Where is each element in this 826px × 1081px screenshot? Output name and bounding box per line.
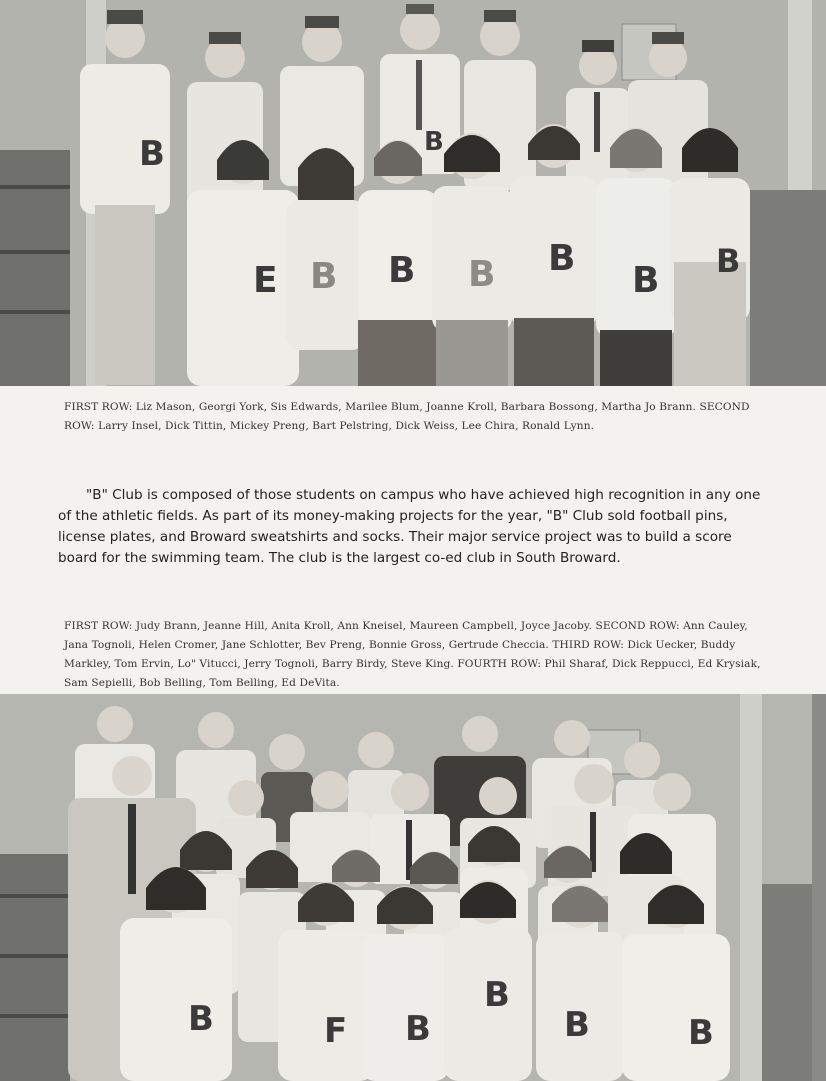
letter-b-icon: B	[548, 238, 576, 279]
letter-b-icon: B	[632, 260, 660, 301]
top-photo-caption	[64, 398, 764, 436]
bottom-caption-text: FIRST ROW: Judy Brann, Jeanne Hill, Anita Kroll, Ann Kneisel, Maureen Campbell, Joyce Jacoby. SECOND ROW: Ann Cauley, Jana Tognoli, Helen Cromer, Jane Schlotter, Bev Preng, Bonnie Gross, Gertrude Checcia. THIRD ROW: Dick Uecker, Buddy Markley, Tom Ervin, Lo" Vitucci, Jerry Tognoli, Barry Birdy, Steve King. FOURTH ROW: Phil Sharaf, Dick Reppucci, Ed Krysiak, Sam Sepielli, Bob Belling, Tom Belling, Ed DeVita.	[64, 620, 761, 689]
letter-b-icon: B	[188, 999, 214, 1039]
letter-b-icon: B	[424, 127, 444, 157]
bottom-photo-drawing	[0, 694, 826, 1081]
club-description-paragraph: "B" Club is composed of those students on campus who have achieved high recognition in any one of the athletic fields. As part of its money-making projects for the year, "B" Club sold football pins, license plates, and Broward sweatshirts and socks. Their major service project was to build a score board for the swimming team. The club is the largest co-ed club in South Broward.	[58, 487, 761, 566]
letter-b-icon: B	[388, 250, 416, 291]
club-description	[58, 485, 770, 569]
bookshelf-right	[762, 884, 812, 1081]
letter-b-icon: B	[564, 1005, 590, 1045]
letter-e-icon: E	[253, 260, 278, 301]
letter-f-icon: F	[324, 1011, 348, 1051]
letter-b-icon: B	[139, 134, 165, 174]
letter-b-icon: B	[688, 1013, 714, 1053]
letter-b-icon: B	[310, 256, 338, 297]
bookshelf-left	[0, 854, 70, 1081]
pillar-right	[740, 694, 762, 1081]
letter-b-icon: B	[468, 254, 496, 295]
top-photo-drawing	[0, 0, 826, 386]
top-caption-text: FIRST ROW: Liz Mason, Georgi York, Sis Edwards, Marilee Blum, Joanne Kroll, Barbara Bossong, Martha Jo Brann. SECOND ROW: Larry Insel, Dick Tittin, Mickey Preng, Bart Pelstring, Dick Weiss, Lee Chira, Ronald Lynn.	[64, 401, 750, 432]
letter-b-icon: B	[405, 1009, 431, 1049]
bottom-photo-caption	[64, 617, 764, 693]
letter-b-icon: B	[484, 975, 510, 1015]
top-group-photo	[0, 0, 826, 386]
bottom-group-photo	[0, 694, 826, 1081]
bookshelf-right	[750, 190, 826, 386]
letter-b-icon: B	[716, 242, 741, 280]
